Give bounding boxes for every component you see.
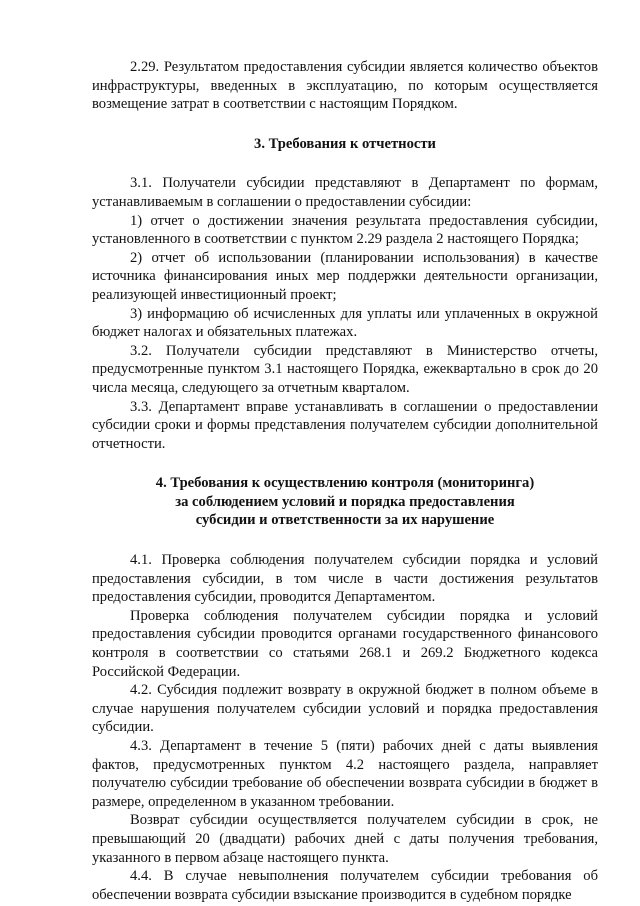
section-4-title — [92, 474, 598, 530]
paragraph-4-3: 4.3. Департамент в течение 5 (пяти) рабочих дней с даты выявления фактов, предусмотренных пунктом 4.2 настоящего раздела, направляет получателю субсидии требование об обеспечении возврата субсидии в бюджет в размере, определенном в указанном требовании. — [92, 738, 598, 810]
paragraph-3-2: 3.2. Получатели субсидии представляют в Министерство отчеты, предусмотренные пунктом 3.1 настоящего Порядка, ежеквартально в срок до 20 числа месяца, следующего за отчетным кварталом. — [92, 342, 598, 396]
paragraph-4-3-second: Возврат субсидии осуществляется получателем субсидии в срок, не превышающий 20 (двадцати) рабочих дней с даты получения требования, указанного в первом абзаце настоящего пункта. — [92, 812, 598, 866]
paragraph-4-4: 4.4. В случае невыполнения получателем субсидии требования об обеспечении возврата субсидии взыскание производится в судебном порядке — [92, 868, 598, 903]
paragraph-3-1: 3.1. Получатели субсидии представляют в Департамент по формам, устанавливаемым в соглашении о предоставлении субсидии: — [92, 175, 598, 210]
section-4-title-line-3: субсидии и ответственности за их нарушение — [195, 512, 495, 529]
paragraph-4-2: 4.2. Субсидия подлежит возврату в окружной бюджет в полном объеме в случае нарушения получателем субсидии условий и порядка предоставления субсидии. — [92, 682, 598, 736]
spacer — [92, 114, 598, 135]
list-item-2: 2) отчет об использовании (планировании использования) в качестве источника финансирования иных мер поддержки деятельности организации, реализующей инвестиционный проект; — [92, 249, 598, 303]
spacer — [92, 453, 598, 474]
list-item-1: 1) отчет о достижении значения результата предоставления субсидии, установленного в соответствии с пунктом 2.29 раздела 2 настоящего Порядка; — [92, 212, 598, 248]
paragraph-4-1-second: Проверка соблюдения получателем субсидии порядка и условий предоставления субсидии проводится органами государственного финансового контроля в соответствии со статьями 268.1 и 269.2 Бюджетного кодекса Российской Федерации. — [92, 607, 598, 680]
spacer — [92, 153, 598, 174]
section-4-title-line-2: за соблюдением условий и порядка предоставления — [175, 493, 515, 510]
paragraph-3-3: 3.3. Департамент вправе устанавливать в соглашении о предоставлении субсидии сроки и формы представления получателем субсидии дополнительной отчетности. — [92, 398, 598, 452]
paragraph-4-1: 4.1. Проверка соблюдения получателем субсидии порядка и условий предоставления субсидии, в том числе в части достижения результатов предоставления субсидии, проводится Департаментом. — [92, 552, 598, 606]
section-3-title: 3. Требования к отчетности — [254, 135, 436, 152]
paragraph-2-29: 2.29. Результатом предоставления субсидии является количество объектов инфраструктуры, введенных в эксплуатацию, по которым осуществляется возмещение затрат в соответствии с настоящим Порядком. — [92, 59, 598, 113]
list-item-3: 3) информацию об исчисленных для уплаты или уплаченных в окружной бюджет налогах и обязательных платежах. — [92, 305, 598, 341]
section-4-title-line-1: 4. Требования к осуществлению контроля (мониторинга) — [155, 475, 535, 492]
document-page — [92, 58, 598, 904]
spacer — [92, 530, 598, 551]
